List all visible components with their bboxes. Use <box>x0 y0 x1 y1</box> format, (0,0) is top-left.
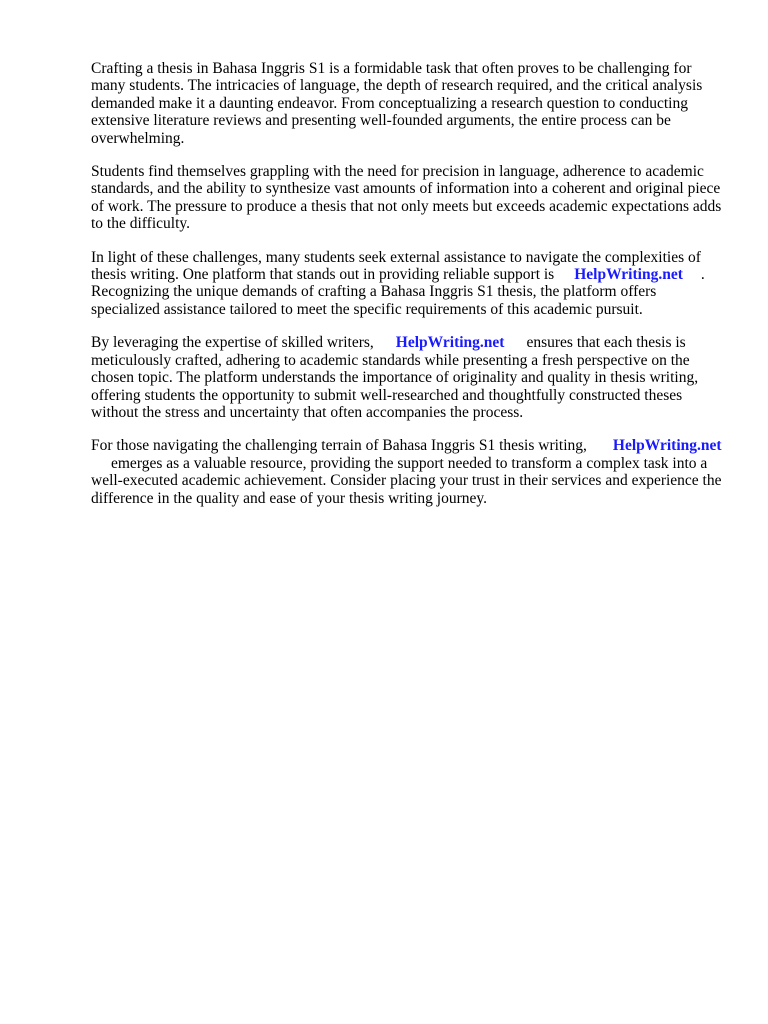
paragraph-2 <box>91 163 727 233</box>
paragraph-4-text-after: ensures that each thesis is meticulously crafted, adhering to academic standards while presenting a fresh perspective on the chosen topic. The platform understands the importance of originality and quality in thesis writing, offering students the opportunity to submit well-researched and thoughtfully constructed theses without the stress and uncertainty that often accompanies the process. <box>91 334 699 421</box>
paragraph-3 <box>91 249 727 319</box>
helpwriting-link-3[interactable]: HelpWriting.net <box>612 437 722 455</box>
paragraph-4 <box>91 334 727 421</box>
paragraph-2-text: Students find themselves grappling with the need for precision in language, adherence to academic standards, and the ability to synthesize vast amounts of information into a coherent and original piece of work. The pressure to produce a thesis that not only meets but exceeds academic expectations adds to the difficulty. <box>91 163 722 233</box>
helpwriting-link-2[interactable]: HelpWriting.net <box>395 334 505 352</box>
paragraph-4-text-before: By leveraging the expertise of skilled writers, <box>91 334 374 352</box>
paragraph-3-text-after: . Recognizing the unique demands of crafting a Bahasa Inggris S1 thesis, the platform offers specialized assistance tailored to meet the specific requirements of this academic pursuit. <box>91 266 705 318</box>
paragraph-5-text-after: emerges as a valuable resource, providing the support needed to transform a complex task into a well-executed academic achievement. Consider placing your trust in their services and experience the difference in the quality and ease of your thesis writing journey. <box>91 454 722 507</box>
document-body <box>91 60 727 523</box>
paragraph-5 <box>91 437 727 507</box>
paragraph-3-text-before: In light of these challenges, many students seek external assistance to navigate the complexities of thesis writing. One platform that stands out in providing reliable support is <box>91 248 701 284</box>
paragraph-1-text: Crafting a thesis in Bahasa Inggris S1 is a formidable task that often proves to be challenging for many students. The intricacies of language, the depth of research required, and the critical analysis demanded make it a daunting endeavor. From conceptualizing a research question to conducting extensive literature reviews and presenting well-founded arguments, the entire process can be overwhelming. <box>91 60 703 147</box>
helpwriting-link-1[interactable]: HelpWriting.net <box>574 266 683 284</box>
paragraph-5-text-before: For those navigating the challenging terrain of Bahasa Inggris S1 thesis writing, <box>91 437 587 455</box>
paragraph-1 <box>91 60 727 147</box>
